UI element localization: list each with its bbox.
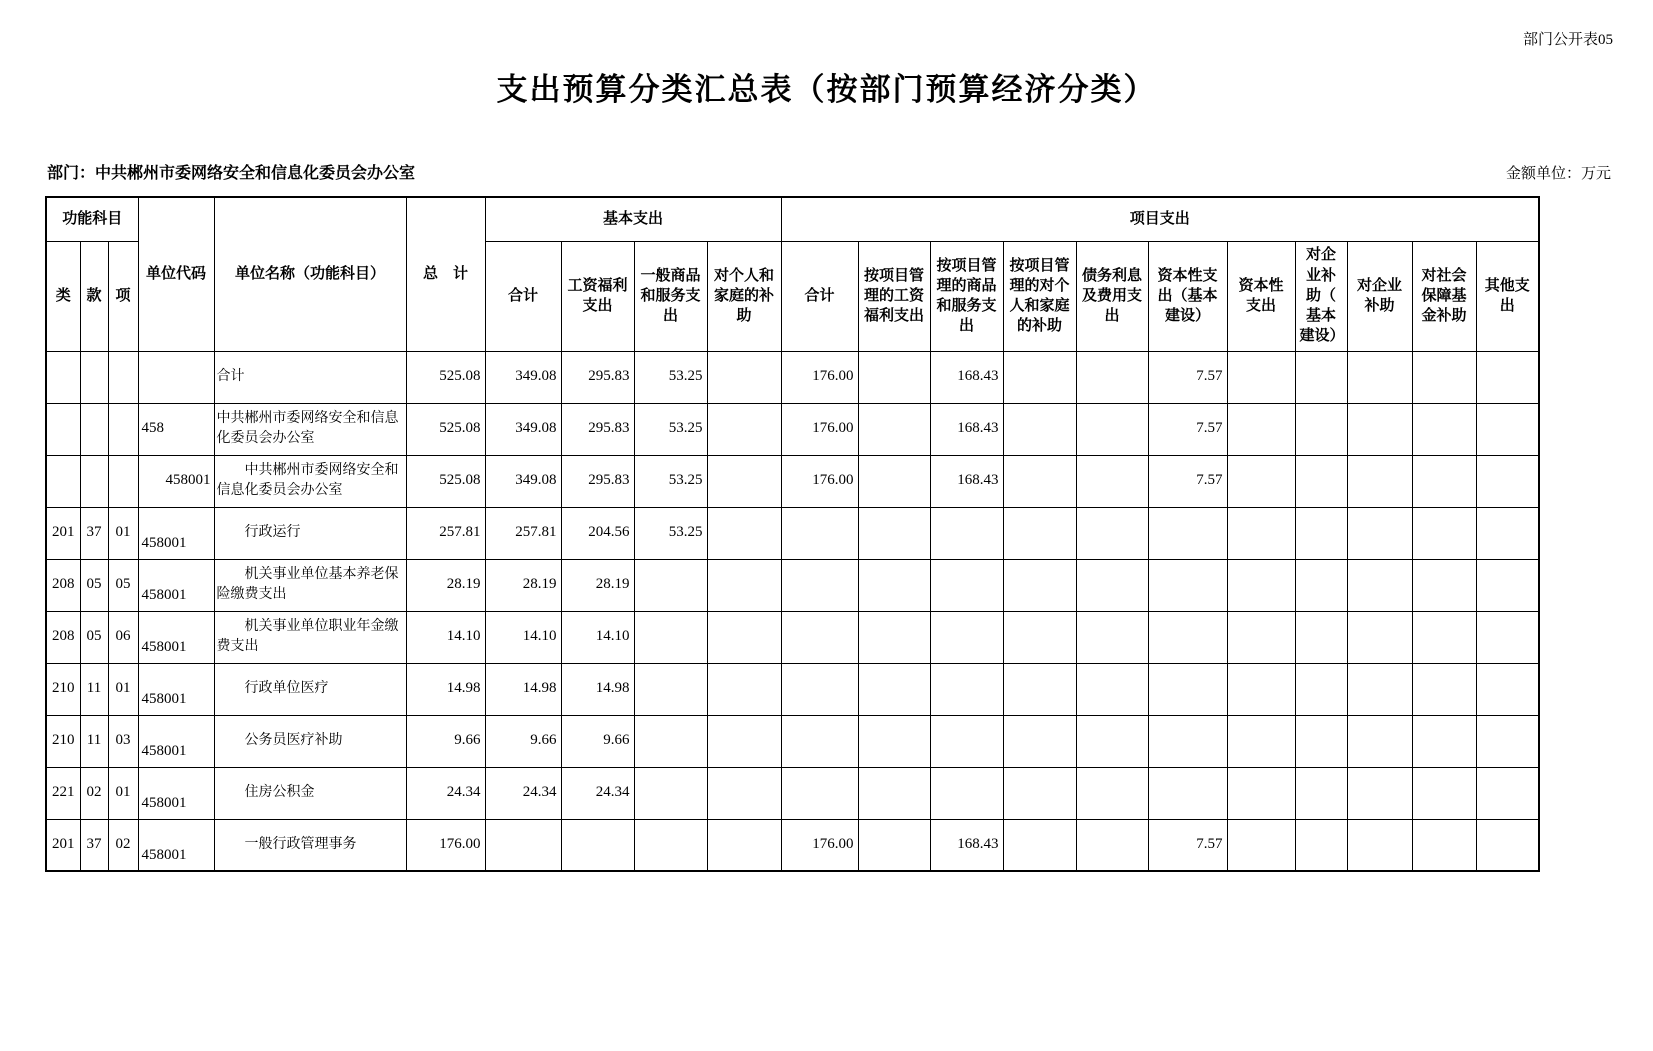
value-cell [1227, 455, 1295, 507]
value-cell: 349.08 [485, 455, 561, 507]
value-cell [930, 715, 1003, 767]
value-cell [1347, 767, 1412, 819]
value-cell: 176.00 [781, 819, 858, 871]
value-cell [1476, 507, 1539, 559]
value-cell [930, 767, 1003, 819]
table-row [46, 819, 1539, 871]
value-cell [1003, 611, 1076, 663]
value-cell [1295, 559, 1347, 611]
value-cell [1412, 819, 1476, 871]
value-cell: 525.08 [406, 403, 485, 455]
value-cell [1227, 819, 1295, 871]
value-cell [1227, 507, 1295, 559]
value-cell [485, 819, 561, 871]
value-cell: 28.19 [561, 559, 634, 611]
func-xiang-cell: 06 [108, 611, 138, 663]
value-cell: 9.66 [485, 715, 561, 767]
header-basic-group: 基本支出 [485, 197, 781, 241]
value-cell [634, 767, 707, 819]
value-cell: 295.83 [561, 455, 634, 507]
header-debt-interest: 债务利息及费用支出 [1076, 241, 1148, 351]
value-cell [1148, 611, 1227, 663]
value-cell: 525.08 [406, 455, 485, 507]
value-cell [1412, 507, 1476, 559]
value-cell: 24.34 [561, 767, 634, 819]
value-cell [1347, 507, 1412, 559]
value-cell [707, 767, 781, 819]
header-project-salary: 按项目管理的工资福利支出 [858, 241, 930, 351]
header-kuan: 款 [80, 241, 108, 351]
value-cell: 168.43 [930, 351, 1003, 403]
unit-code-cell: 458001 [138, 611, 214, 663]
unit-code-cell: 458001 [138, 559, 214, 611]
value-cell [1076, 611, 1148, 663]
header-func-group: 功能科目 [46, 197, 138, 241]
value-cell [1412, 767, 1476, 819]
header-xiang: 项 [108, 241, 138, 351]
value-cell: 168.43 [930, 819, 1003, 871]
value-cell [1295, 715, 1347, 767]
value-cell [1476, 715, 1539, 767]
value-cell [1227, 715, 1295, 767]
value-cell [1076, 455, 1148, 507]
value-cell [634, 663, 707, 715]
value-cell [1295, 819, 1347, 871]
unit-name-cell: 中共郴州市委网络安全和信息化委员会办公室 [214, 455, 406, 507]
value-cell [858, 819, 930, 871]
value-cell [1295, 455, 1347, 507]
value-cell [707, 819, 781, 871]
value-cell: 257.81 [406, 507, 485, 559]
value-cell [781, 663, 858, 715]
value-cell [858, 507, 930, 559]
value-cell [1003, 507, 1076, 559]
value-cell: 7.57 [1148, 455, 1227, 507]
value-cell [858, 663, 930, 715]
value-cell: 349.08 [485, 351, 561, 403]
func-lei-cell: 201 [46, 507, 80, 559]
value-cell [1476, 611, 1539, 663]
table-row [46, 611, 1539, 663]
func-kuan-cell: 37 [80, 507, 108, 559]
value-cell: 168.43 [930, 455, 1003, 507]
value-cell [1227, 611, 1295, 663]
unit-code-cell: 458001 [138, 663, 214, 715]
func-lei-cell: 208 [46, 611, 80, 663]
value-cell [1148, 715, 1227, 767]
value-cell: 257.81 [485, 507, 561, 559]
value-cell [930, 507, 1003, 559]
value-cell [858, 559, 930, 611]
func-lei-cell: 221 [46, 767, 80, 819]
value-cell [1347, 715, 1412, 767]
unit-name-cell: 公务员医疗补助 [214, 715, 406, 767]
table-row [46, 455, 1539, 507]
value-cell [1148, 507, 1227, 559]
value-cell [781, 559, 858, 611]
unit-name-cell: 机关事业单位基本养老保险缴费支出 [214, 559, 406, 611]
unit-name-cell: 住房公积金 [214, 767, 406, 819]
func-kuan-cell: 11 [80, 715, 108, 767]
value-cell [1476, 819, 1539, 871]
value-cell [707, 455, 781, 507]
value-cell [1227, 767, 1295, 819]
value-cell [707, 403, 781, 455]
value-cell [930, 663, 1003, 715]
value-cell: 7.57 [1148, 819, 1227, 871]
value-cell [1347, 351, 1412, 403]
func-lei-cell: 210 [46, 715, 80, 767]
value-cell: 24.34 [406, 767, 485, 819]
value-cell [1412, 403, 1476, 455]
func-kuan-cell [80, 455, 108, 507]
value-cell [1227, 663, 1295, 715]
value-cell [1076, 819, 1148, 871]
value-cell [634, 715, 707, 767]
header-capital-construction: 资本性支出（基本建设） [1148, 241, 1227, 351]
func-xiang-cell [108, 403, 138, 455]
value-cell [1003, 715, 1076, 767]
value-cell [1003, 403, 1076, 455]
func-kuan-cell: 02 [80, 767, 108, 819]
value-cell [707, 559, 781, 611]
value-cell: 14.10 [406, 611, 485, 663]
header-basic-total: 合计 [485, 241, 561, 351]
header-social-security: 对社会保障基金补助 [1412, 241, 1476, 351]
func-lei-cell: 208 [46, 559, 80, 611]
header-project-goods: 按项目管理的商品和服务支出 [930, 241, 1003, 351]
value-cell [1003, 455, 1076, 507]
unit-code-cell: 458001 [138, 715, 214, 767]
value-cell [634, 559, 707, 611]
value-cell [1076, 559, 1148, 611]
func-lei-cell: 201 [46, 819, 80, 871]
value-cell [858, 611, 930, 663]
budget-table [45, 196, 1540, 872]
func-xiang-cell: 02 [108, 819, 138, 871]
value-cell [1476, 767, 1539, 819]
value-cell [1227, 559, 1295, 611]
value-cell [1227, 351, 1295, 403]
value-cell [930, 559, 1003, 611]
value-cell: 7.57 [1148, 351, 1227, 403]
table-row [46, 507, 1539, 559]
value-cell: 53.25 [634, 351, 707, 403]
value-cell [707, 663, 781, 715]
value-cell [1412, 611, 1476, 663]
value-cell [1003, 767, 1076, 819]
value-cell [634, 819, 707, 871]
value-cell [707, 351, 781, 403]
value-cell [858, 403, 930, 455]
value-cell [1076, 715, 1148, 767]
value-cell [1347, 455, 1412, 507]
value-cell: 295.83 [561, 351, 634, 403]
value-cell [1076, 767, 1148, 819]
value-cell [1003, 559, 1076, 611]
header-total: 总 计 [406, 197, 485, 351]
header-project-group: 项目支出 [781, 197, 1539, 241]
func-xiang-cell: 01 [108, 767, 138, 819]
value-cell [707, 507, 781, 559]
meta-row [47, 160, 1611, 183]
func-lei-cell: 210 [46, 663, 80, 715]
func-xiang-cell: 01 [108, 663, 138, 715]
unit-code-cell: 458001 [138, 455, 214, 507]
value-cell [1295, 663, 1347, 715]
value-cell: 204.56 [561, 507, 634, 559]
value-cell [1476, 663, 1539, 715]
value-cell [1347, 403, 1412, 455]
value-cell [858, 715, 930, 767]
func-kuan-cell: 05 [80, 559, 108, 611]
value-cell: 176.00 [781, 351, 858, 403]
value-cell: 14.98 [485, 663, 561, 715]
value-cell [1476, 351, 1539, 403]
func-xiang-cell: 05 [108, 559, 138, 611]
department-line: 部门：中共郴州市委网络安全和信息化委员会办公室 [47, 165, 416, 182]
header-other: 其他支出 [1476, 241, 1539, 351]
table-row [46, 403, 1539, 455]
value-cell [1295, 351, 1347, 403]
value-cell: 295.83 [561, 403, 634, 455]
func-kuan-cell [80, 351, 108, 403]
value-cell: 24.34 [485, 767, 561, 819]
value-cell: 176.00 [781, 403, 858, 455]
value-cell [1295, 767, 1347, 819]
header-capital: 资本性支出 [1227, 241, 1295, 351]
value-cell [1347, 559, 1412, 611]
value-cell [1076, 351, 1148, 403]
func-xiang-cell [108, 455, 138, 507]
value-cell [781, 507, 858, 559]
unit-name-cell: 合计 [214, 351, 406, 403]
value-cell [1476, 403, 1539, 455]
func-lei-cell [46, 455, 80, 507]
table-body [46, 351, 1539, 871]
value-cell [1227, 403, 1295, 455]
value-cell [1476, 455, 1539, 507]
value-cell [1295, 611, 1347, 663]
table-row [46, 351, 1539, 403]
header-enterprise-subsidy: 对企业补助 [1347, 241, 1412, 351]
func-kuan-cell: 11 [80, 663, 108, 715]
value-cell [1295, 507, 1347, 559]
unit-note: 金额单位：万元 [1505, 166, 1611, 182]
unit-name-cell: 行政运行 [214, 507, 406, 559]
value-cell [1347, 663, 1412, 715]
unit-name-cell: 机关事业单位职业年金缴费支出 [214, 611, 406, 663]
value-cell: 53.25 [634, 403, 707, 455]
value-cell [1076, 507, 1148, 559]
value-cell [1003, 819, 1076, 871]
func-lei-cell [46, 351, 80, 403]
value-cell: 14.98 [561, 663, 634, 715]
func-kuan-cell [80, 403, 108, 455]
value-cell [1003, 351, 1076, 403]
value-cell: 7.57 [1148, 403, 1227, 455]
value-cell [858, 767, 930, 819]
value-cell [1076, 403, 1148, 455]
value-cell [781, 611, 858, 663]
func-lei-cell [46, 403, 80, 455]
func-kuan-cell: 05 [80, 611, 108, 663]
value-cell: 9.66 [406, 715, 485, 767]
value-cell [1003, 663, 1076, 715]
func-xiang-cell: 03 [108, 715, 138, 767]
value-cell: 14.10 [485, 611, 561, 663]
value-cell: 14.10 [561, 611, 634, 663]
value-cell [1476, 559, 1539, 611]
value-cell: 53.25 [634, 507, 707, 559]
value-cell [1076, 663, 1148, 715]
value-cell [1347, 819, 1412, 871]
table-row [46, 767, 1539, 819]
header-lei: 类 [46, 241, 80, 351]
unit-name-cell: 中共郴州市委网络安全和信息化委员会办公室 [214, 403, 406, 455]
table-row [46, 663, 1539, 715]
value-cell [1148, 767, 1227, 819]
value-cell [1412, 663, 1476, 715]
unit-code-cell: 458001 [138, 819, 214, 871]
value-cell [1412, 455, 1476, 507]
table-row [46, 559, 1539, 611]
value-cell: 9.66 [561, 715, 634, 767]
header-unit-name: 单位名称（功能科目） [214, 197, 406, 351]
header-enterprise-construction: 对企业补助（基本建设） [1295, 241, 1347, 351]
unit-code-cell: 458001 [138, 767, 214, 819]
value-cell: 176.00 [406, 819, 485, 871]
value-cell [707, 611, 781, 663]
unit-code-cell: 458 [138, 403, 214, 455]
value-cell [707, 715, 781, 767]
func-kuan-cell: 37 [80, 819, 108, 871]
func-xiang-cell: 01 [108, 507, 138, 559]
value-cell: 14.98 [406, 663, 485, 715]
header-basic-salary: 工资福利支出 [561, 241, 634, 351]
value-cell [781, 767, 858, 819]
func-xiang-cell [108, 351, 138, 403]
page-title: 支出预算分类汇总表（按部门预算经济分类） [496, 72, 1157, 107]
table-row [46, 715, 1539, 767]
value-cell [781, 715, 858, 767]
unit-name-cell: 行政单位医疗 [214, 663, 406, 715]
value-cell [1148, 663, 1227, 715]
value-cell [930, 611, 1003, 663]
value-cell [561, 819, 634, 871]
value-cell: 525.08 [406, 351, 485, 403]
value-cell: 168.43 [930, 403, 1003, 455]
value-cell [858, 455, 930, 507]
value-cell [634, 611, 707, 663]
value-cell: 176.00 [781, 455, 858, 507]
value-cell [1148, 559, 1227, 611]
value-cell [858, 351, 930, 403]
value-cell [1412, 559, 1476, 611]
header-project-personal: 按项目管理的对个人和家庭的补助 [1003, 241, 1076, 351]
value-cell: 349.08 [485, 403, 561, 455]
header-basic-goods: 一般商品和服务支出 [634, 241, 707, 351]
value-cell: 28.19 [406, 559, 485, 611]
corner-label: 部门公开表05 [1522, 32, 1613, 48]
unit-code-cell [138, 351, 214, 403]
value-cell [1347, 611, 1412, 663]
value-cell: 53.25 [634, 455, 707, 507]
value-cell: 28.19 [485, 559, 561, 611]
header-basic-personal: 对个人和家庭的补助 [707, 241, 781, 351]
value-cell [1412, 715, 1476, 767]
value-cell [1412, 351, 1476, 403]
header-unit-code: 单位代码 [138, 197, 214, 351]
value-cell [1295, 403, 1347, 455]
unit-code-cell: 458001 [138, 507, 214, 559]
unit-name-cell: 一般行政管理事务 [214, 819, 406, 871]
header-project-total: 合计 [781, 241, 858, 351]
